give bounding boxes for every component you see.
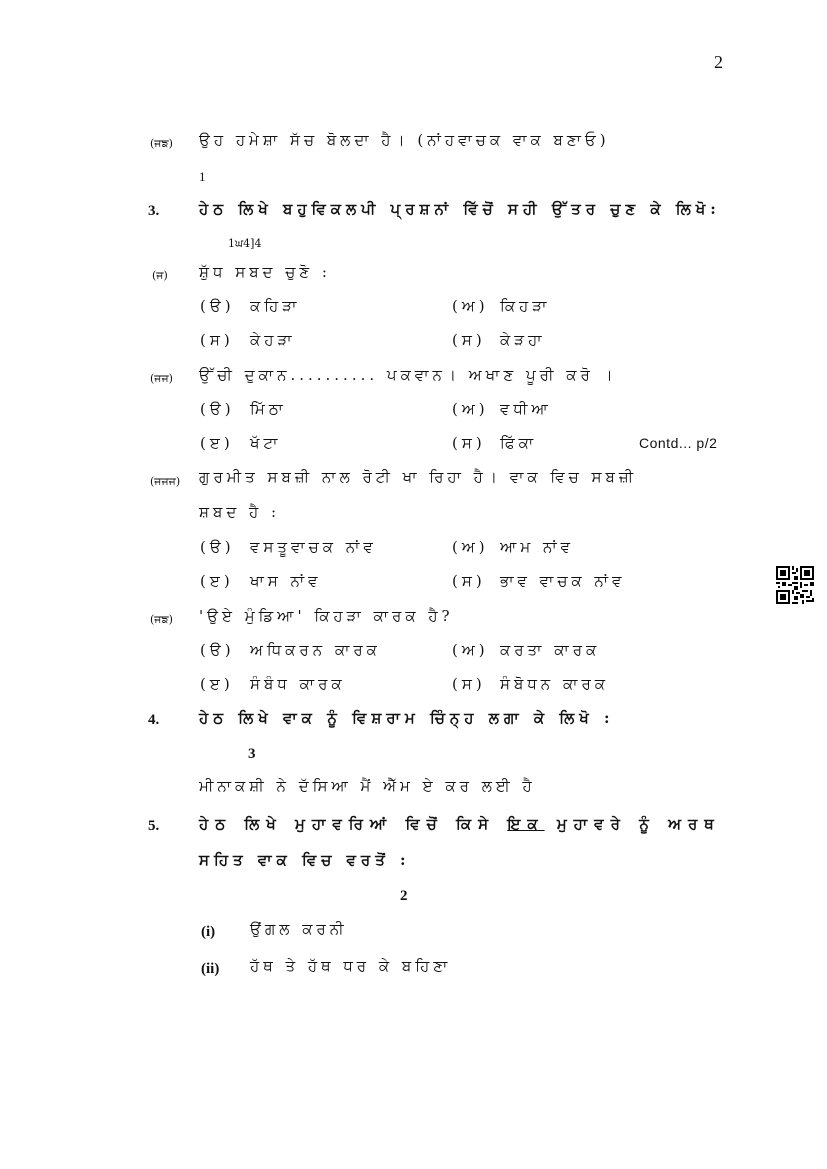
emphasis-word: ਇਕ bbox=[507, 815, 545, 833]
option-label: (ੲ) bbox=[200, 675, 234, 693]
option-text: ਫਿੱਕਾ bbox=[500, 434, 538, 452]
option-text: ਕਿਹੜਾ bbox=[500, 297, 551, 315]
idiom-text: ਉਂਗਲ ਕਰਨੀ bbox=[250, 920, 348, 938]
option-label: (ਅ) bbox=[452, 297, 489, 315]
option-label: (ੳ) bbox=[200, 297, 235, 315]
option-label: (ਸ) bbox=[452, 675, 486, 693]
option-label: (ਸ) bbox=[200, 331, 234, 349]
option-label: (ਸ) bbox=[452, 434, 486, 452]
option-label: (ਸ) bbox=[452, 572, 486, 590]
sentence-text: ਮੀਨਾਕਸ਼ੀ ਨੇ ਦੱਸਿਆ ਮੈਂ ਐੱਮ ਏ ਕਰ ਲਈ ਹੈ bbox=[199, 777, 536, 795]
option-label: (ੳ) bbox=[200, 400, 235, 418]
option-label: (ੲ) bbox=[200, 572, 234, 590]
option-text: ਕਰਤਾ ਕਾਰਕ bbox=[500, 641, 601, 659]
option-text: ਕੇਹੜਾ bbox=[250, 331, 296, 349]
idiom-label: (i) bbox=[201, 924, 216, 940]
question-instruction: ਸਹਿਤ ਵਾਕ ਵਿਚ ਵਰਤੋਂ : bbox=[199, 851, 411, 869]
question-text: ਸ਼ਬਦ ਹੈ : bbox=[199, 503, 281, 521]
page-number: 2 bbox=[714, 52, 723, 72]
option-label: (ੲ) bbox=[200, 434, 234, 452]
option-text: ਖੱਟਾ bbox=[250, 434, 282, 452]
item-marker: (ਜਜ) bbox=[150, 372, 173, 385]
option-text: ਵਸਤੂਵਾਚਕ ਨਾਂਵ bbox=[250, 538, 377, 556]
qr-code-icon bbox=[776, 566, 814, 604]
option-text: ਮਿੱਠਾ bbox=[250, 400, 287, 418]
option-label: (ਅ) bbox=[452, 538, 489, 556]
question-number: 4. bbox=[148, 712, 160, 728]
marks: 3 bbox=[248, 746, 256, 762]
item-marker: (ਜਜਜ) bbox=[150, 475, 181, 488]
option-label: (ੳ) bbox=[200, 641, 235, 659]
option-text: ਸੰਬੰਧ ਕਾਰਕ bbox=[250, 675, 346, 693]
continued-note: Contd... p/2 bbox=[639, 435, 718, 451]
option-text: ਖਾਸ ਨਾਂਵ bbox=[250, 572, 322, 590]
question-number: 5. bbox=[148, 818, 160, 834]
question-instruction: ਹੇਠ ਲਿਖੇ ਵਾਕ ਨੂੰ ਵਿਸ਼ਰਾਮ ਚਿੰਨ੍ਹ ਲਗਾ ਕੇ ਲਿਖੋ : bbox=[199, 709, 615, 727]
option-label: (ੳ) bbox=[200, 538, 235, 556]
marks: 1ਘ4]4 bbox=[228, 237, 262, 250]
option-label: (ਅ) bbox=[452, 641, 489, 659]
idiom-text: ਹੱਥ ਤੇ ਹੱਥ ਧਰ ਕੇ ਬਹਿਣਾ bbox=[250, 957, 452, 975]
marks: 2 bbox=[400, 888, 408, 904]
option-text: ਅਧਿਕਰਨ ਕਾਰਕ bbox=[250, 641, 381, 659]
question-text: 'ਉਏ ਮੁੰਡਿਆ' ਕਿਹੜਾ ਕਾਰਕ ਹੈ? bbox=[199, 607, 454, 625]
marks: 1 bbox=[199, 169, 206, 184]
idiom-label: (ii) bbox=[201, 961, 220, 977]
option-text: ਕੇੜਹਾ bbox=[500, 331, 546, 349]
question-instruction: ਹੇਠ ਲਿਖੇ ਬਹੁਵਿਕਲਪੀ ਪ੍ਰਸ਼ਨਾਂ ਵਿੱਚੋਂ ਸਹੀ ਉੱਤਰ ਚੁਣ ਕੇ ਲਿਖੋ: bbox=[199, 200, 721, 218]
option-text: ਵਧੀਆ bbox=[500, 400, 552, 418]
option-text: ਕਹਿੜਾ bbox=[250, 297, 301, 315]
question-instruction: ਹੇਠ ਲਿਖੇ ਮੁਹਾਵਰਿਆਂ ਵਿਚੋਂ ਕਿਸੇ ਇਕ ਮੁਹਾਵਰੇ ਨੂੰ ਅਰਥ bbox=[199, 815, 721, 833]
question-number: 3. bbox=[148, 203, 160, 219]
question-text: ਸ਼ੁੱਧ ਸਬਦ ਚੁਣੋ : bbox=[199, 263, 331, 281]
option-label: (ਸ) bbox=[452, 331, 486, 349]
item-marker: (ਜਙ) bbox=[150, 613, 173, 626]
question-text: ਉੱਚੀ ਦੁਕਾਨ.......... ਪਕਵਾਨ। ਅਖਾਣ ਪੂਰੀ ਕਰੋ । bbox=[199, 366, 617, 384]
option-label: (ਅ) bbox=[452, 400, 489, 418]
option-text: ਭਾਵ ਵਾਚਕ ਨਾਂਵ bbox=[500, 572, 626, 590]
item-marker: (ਜ) bbox=[152, 269, 168, 282]
item-marker: (ਜਙ) bbox=[150, 137, 173, 150]
option-text: ਆਮ ਨਾਂਵ bbox=[500, 538, 574, 556]
question-text: ਗੁਰਮੀਤ ਸਬਜ਼ੀ ਨਾਲ ਰੋਟੀ ਖਾ ਰਿਹਾ ਹੈ। ਵਾਕ ਵਿਚ ਸਬਜ਼ੀ bbox=[199, 468, 638, 486]
question-text: ਉਹ ਹਮੇਸ਼ਾ ਸੱਚ ਬੋਲਦਾ ਹੈ। (ਨਾਂਹਵਾਚਕ ਵਾਕ ਬਣਾਓ) bbox=[199, 131, 610, 149]
option-text: ਸੰਬੋਧਨ ਕਾਰਕ bbox=[500, 675, 609, 693]
